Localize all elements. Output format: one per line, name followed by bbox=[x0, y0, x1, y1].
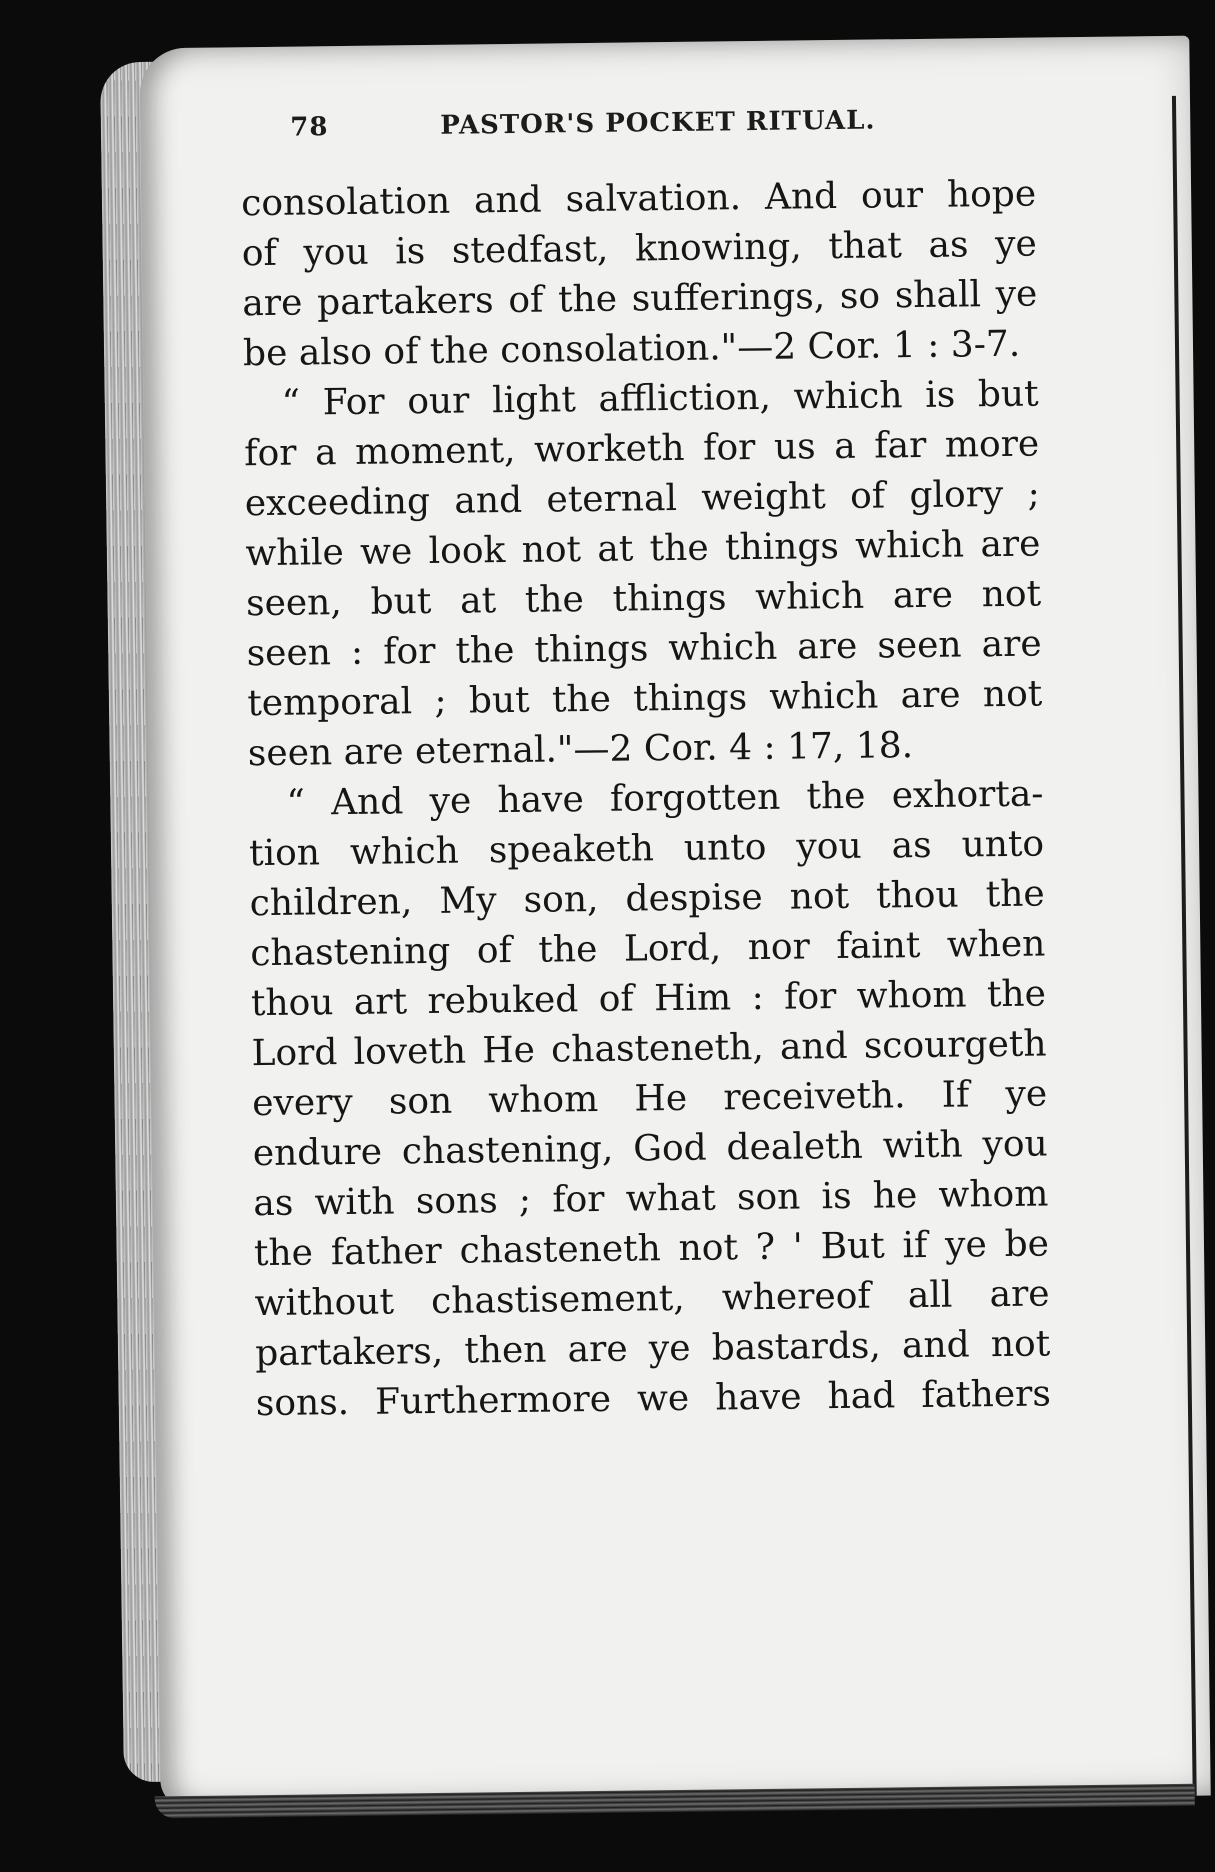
text-line: for a moment, worketh for us a far more bbox=[243, 423, 1040, 475]
body-text bbox=[241, 170, 1051, 1430]
text-line: the father chasteneth not ? ' But if ye be bbox=[253, 1223, 1050, 1275]
text-line: “ And ye have forgotten the exhorta- bbox=[286, 773, 1044, 824]
text-line: thou art rebuked of Him : for whom the bbox=[250, 973, 1047, 1025]
text-line: sons. Furthermore we have had fathers bbox=[255, 1373, 1052, 1425]
page-number: 78 bbox=[290, 112, 329, 143]
text-line: without chastisement, whereof all are bbox=[254, 1273, 1050, 1325]
page-edge-rule bbox=[1172, 96, 1197, 1796]
text-line: endure chastening, God dealeth with you bbox=[252, 1123, 1048, 1175]
text-line: exceeding and eternal weight of glory ; bbox=[244, 473, 1041, 525]
text-line: temporal ; but the things which are not bbox=[247, 673, 1043, 725]
text-line: as with sons ; for what son is he whom bbox=[253, 1173, 1049, 1225]
text-line: be also of the consolation."—2 Cor. 1 : 3-7. bbox=[242, 323, 1021, 375]
text-line: consolation and salvation. And our hope bbox=[240, 173, 1037, 225]
text-line: children, My son, despise not thou the bbox=[249, 873, 1045, 925]
text-line: seen are eternal."—2 Cor. 4 : 17, 18. bbox=[247, 725, 914, 775]
text-line: “ For our light affliction, which is but bbox=[281, 373, 1039, 424]
running-head bbox=[290, 104, 1030, 153]
text-line: seen : for the things which are seen are bbox=[246, 623, 1042, 675]
text-line: while we look not at the things which are bbox=[245, 523, 1041, 575]
book-page bbox=[139, 36, 1210, 1809]
text-line: Lord loveth He chasteneth, and scourgeth bbox=[251, 1023, 1047, 1075]
text-line: every son whom He receiveth. If ye bbox=[251, 1073, 1048, 1125]
text-line: are partakers of the sufferings, so shall ye bbox=[242, 273, 1038, 325]
running-title: PASTOR'S POCKET RITUAL. bbox=[440, 105, 876, 141]
text-line: partakers, then are ye bastards, and not bbox=[254, 1323, 1051, 1375]
text-line: tion which speaketh unto you as unto bbox=[248, 823, 1045, 875]
text-line: of you is stedfast, knowing, that as ye bbox=[241, 223, 1037, 275]
text-line: seen, but at the things which are not bbox=[245, 573, 1042, 625]
text-line: chastening of the Lord, nor faint when bbox=[250, 923, 1046, 975]
